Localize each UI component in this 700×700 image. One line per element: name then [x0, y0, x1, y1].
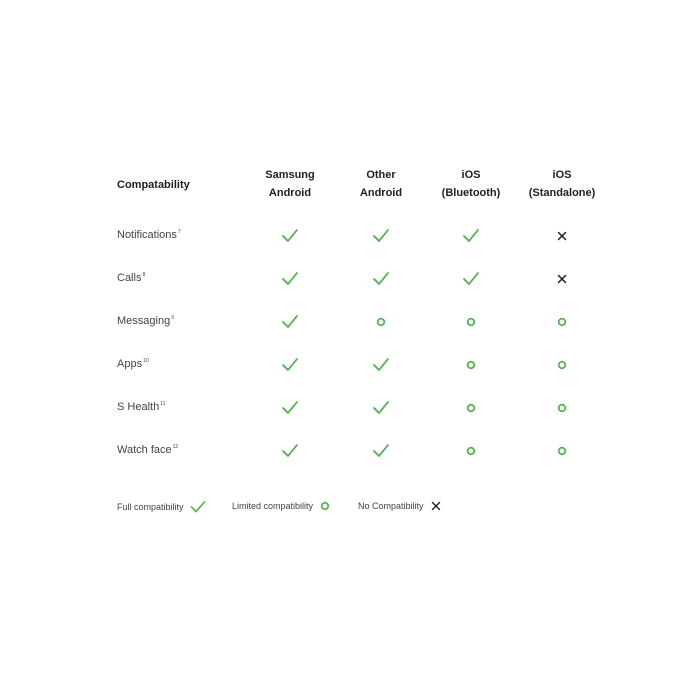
compat-cell: [552, 355, 572, 375]
column-header-line: (Bluetooth): [441, 187, 501, 199]
circle-icon: [461, 398, 481, 418]
check-icon: [280, 226, 300, 246]
circle-icon: [461, 355, 481, 375]
cross-icon: [552, 269, 572, 289]
compat-cell: [371, 312, 391, 332]
legend-label: Full compatibility: [117, 502, 184, 512]
compat-cell: [280, 441, 300, 461]
compat-cell: [461, 269, 481, 289]
compat-cell: [461, 441, 481, 461]
check-icon: [461, 226, 481, 246]
row-label: [117, 444, 178, 456]
circle-icon: [319, 500, 331, 512]
column-header-line: (Standalone): [528, 187, 596, 199]
footnote-marker: 8: [142, 272, 146, 278]
legend-item-full: [117, 500, 206, 514]
compat-cell: [552, 441, 572, 461]
legend-item-limited: [232, 500, 331, 512]
column-header-line: iOS: [552, 169, 572, 181]
row-label-text: Calls: [117, 272, 142, 284]
legend-item-none: [358, 500, 442, 512]
circle-icon: [552, 398, 572, 418]
compat-cell: [371, 355, 391, 375]
compat-cell: [461, 355, 481, 375]
footnote-marker: 9: [171, 315, 174, 321]
compat-cell: [552, 312, 572, 332]
check-icon: [280, 398, 300, 418]
check-icon: [371, 269, 391, 289]
circle-icon: [552, 441, 572, 461]
footnote-marker: 11: [160, 401, 166, 407]
row-label-text: Messaging: [117, 315, 171, 327]
cross-icon: [552, 226, 572, 246]
row-label-text: S Health: [117, 401, 160, 413]
column-header-line: Samsung: [265, 169, 315, 181]
row-label: [117, 315, 174, 327]
check-icon: [190, 500, 206, 514]
circle-icon: [461, 441, 481, 461]
footnote-marker: 10: [143, 358, 149, 364]
check-icon: [280, 355, 300, 375]
column-header-line: iOS: [461, 169, 481, 181]
column-header-line: Android: [359, 187, 403, 199]
circle-icon: [461, 312, 481, 332]
row-label-text: Notifications: [117, 229, 177, 241]
compat-cell: [461, 398, 481, 418]
table-title: Compatability: [117, 179, 190, 191]
compat-cell: [461, 312, 481, 332]
row-label-text: Watch face: [117, 444, 172, 456]
circle-icon: [371, 312, 391, 332]
column-header-samsung-android: [250, 166, 330, 202]
row-label: [117, 401, 165, 413]
circle-icon: [552, 312, 572, 332]
footnote-marker: 7: [177, 229, 181, 235]
compat-cell: [552, 269, 572, 289]
check-icon: [280, 269, 300, 289]
check-icon: [461, 269, 481, 289]
column-header-line: Other: [366, 169, 396, 181]
check-icon: [371, 441, 391, 461]
compat-cell: [280, 269, 300, 289]
compat-cell: [371, 226, 391, 246]
row-label: [117, 272, 145, 284]
column-header-ios-bluetooth: [431, 166, 511, 202]
compat-cell: [280, 312, 300, 332]
compat-cell: [280, 355, 300, 375]
compat-cell: [371, 441, 391, 461]
row-label-text: Apps: [117, 358, 143, 370]
compat-cell: [280, 226, 300, 246]
circle-icon: [552, 355, 572, 375]
legend-label: Limited compatibility: [232, 501, 314, 511]
row-label: [117, 358, 149, 370]
column-header-line: Android: [268, 187, 312, 199]
column-header-ios-standalone: [517, 166, 607, 202]
column-header-other-android: [341, 166, 421, 202]
check-icon: [280, 312, 300, 332]
compat-cell: [371, 269, 391, 289]
check-icon: [371, 398, 391, 418]
row-label: [117, 229, 181, 241]
compat-cell: [552, 398, 572, 418]
check-icon: [371, 226, 391, 246]
compat-cell: [371, 398, 391, 418]
compat-cell: [552, 226, 572, 246]
legend-label: No Compatibility: [358, 501, 424, 511]
compat-cell: [280, 398, 300, 418]
check-icon: [371, 355, 391, 375]
check-icon: [280, 441, 300, 461]
footnote-marker: 12: [172, 444, 179, 450]
cross-icon: [430, 500, 442, 512]
compat-cell: [461, 226, 481, 246]
